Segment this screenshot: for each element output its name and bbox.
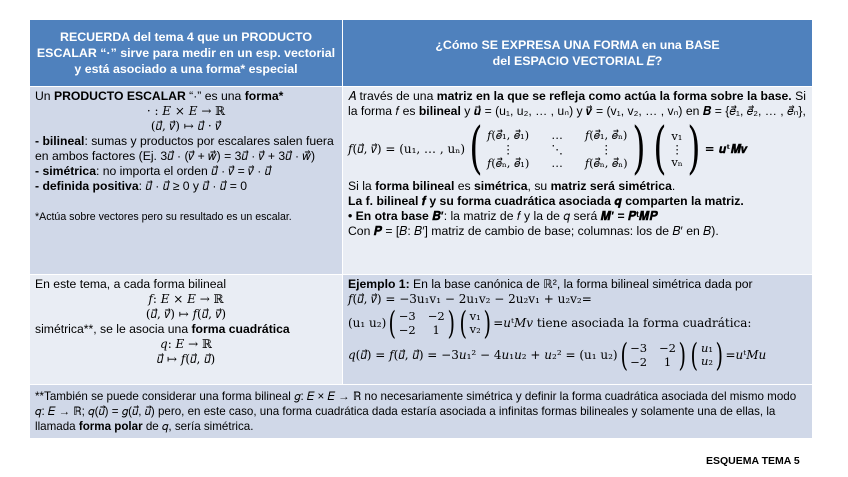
cob-text: : la matriz de 𝑓 y la de 𝑞 será	[443, 209, 601, 223]
shared-matrix-statement: La f. bilineal 𝒇 y su forma cuadrática asociada 𝒒 comparten la matriz.	[348, 194, 744, 208]
matrix-entry: …	[551, 156, 563, 170]
matrix-entry: ⋱	[551, 142, 563, 156]
left-paren: (	[388, 304, 397, 342]
row-quadratic	[30, 275, 813, 385]
quadratic-expression: 𝑞(𝑢⃗) = 𝑓(𝑢⃗, 𝑢⃗) = −3𝑢₁² − 4𝑢₁𝑢₂ + 𝑢₂² = (u₁ u₂)	[348, 347, 618, 362]
vector-entry: 𝑢₁	[700, 341, 713, 355]
header-right	[343, 20, 813, 87]
intro-bold-2: forma*	[244, 89, 284, 103]
sym-text-2: es	[454, 179, 475, 193]
matrix-entry: ⋮	[600, 142, 612, 156]
example-matrix-2	[618, 336, 689, 374]
equation-rhs: = 𝒖ᵗ𝑴𝒗	[704, 141, 748, 156]
matrix-intro-text: 𝐴 través de una	[348, 89, 437, 103]
matrix-entry: 𝑓(𝑒⃗ₙ, 𝑒⃗₁)	[486, 156, 530, 170]
sym-bold: forma bilineal	[375, 179, 455, 193]
footnote-star: *Actúa sobre vectores pero su resultado es un escalar.	[35, 211, 292, 223]
row-definitions	[30, 87, 813, 275]
matrix-expression-cell	[343, 87, 813, 275]
symmetric-statement	[348, 179, 807, 194]
right-paren: )	[678, 336, 686, 374]
equation-lhs: 𝑓(𝑢⃗, 𝑣⃗) = (u₁, … , uₙ)	[348, 141, 466, 156]
cob-matrix-text-2: = [𝐵: 𝐵′] matriz de cambio de base; columnas: los de 𝐵′ en 𝐵).	[382, 224, 719, 238]
matrix-entry: 𝑓(𝑒⃗ₙ, 𝑒⃗ₙ)	[584, 156, 628, 170]
matrix-entry: −3	[630, 341, 648, 355]
left-paren: (	[469, 116, 483, 181]
example-text: En la base canónica de ℝ², la forma bilineal simétrica dada por	[409, 277, 753, 291]
header-row	[30, 20, 813, 87]
slide-footer: ESQUEMA TEMA 5	[706, 455, 800, 467]
symmetric-label: - simétrica	[35, 164, 96, 178]
example-matrix-result: =𝑢ᵗ𝑀𝑣 tiene asociada la forma cuadrática:	[493, 315, 752, 330]
matrix-intro-bold: matriz en la que se refleja como actúa la forma sobre la base.	[436, 89, 792, 103]
matrix-intro-text-3: y 𝒖⃗ = (u₁, u₂, … , uₙ) y 𝒗⃗ = (v₁, v₂, … , vₙ) en 𝑩 = {𝑒⃗₁, 𝑒⃗₂, … , 𝑒⃗ₙ},	[460, 104, 806, 118]
left-paren: (	[690, 336, 699, 374]
matrix-entry: …	[551, 128, 563, 142]
sym-text-4: .	[671, 179, 676, 193]
matrix-intro-bold-2: bilineal	[418, 104, 461, 118]
row-footnote	[30, 385, 813, 439]
example-matrix	[386, 304, 457, 342]
change-of-basis-matrix	[348, 224, 807, 239]
scalar-map-rule: (𝑢⃗, 𝑣⃗) ↦ 𝑢⃗ · 𝑣⃗	[150, 119, 222, 133]
quadratic-assoc-bold: forma cuadrática	[191, 322, 290, 336]
header-right-line1: ¿Cómo SE EXPRESA UNA FORMA en una BASE	[435, 38, 720, 52]
vector-entry: v₁	[671, 128, 683, 143]
footnote-cell	[30, 385, 813, 439]
example-label: Ejemplo 1:	[348, 277, 410, 291]
summary-sheet	[29, 19, 812, 449]
bilinear-matrix-equation	[348, 116, 807, 181]
example-vector-u	[688, 336, 725, 374]
positive-definite-label: - definida positiva	[35, 179, 139, 193]
right-paren: )	[447, 304, 455, 342]
positive-definite-property	[35, 179, 337, 194]
footnote-text-2: de 𝑞, sería simétrica.	[142, 420, 254, 433]
sym-text-3: , su	[527, 179, 551, 193]
left-paren: (	[459, 304, 468, 342]
example-bilinear-expression: 𝑓(𝑢⃗, 𝑣⃗) = −3u₁v₁ − 2u₁v₂ − 2u₂v₁ + u₂v₂=	[348, 292, 592, 306]
vector-entry: 𝑢₂	[700, 354, 713, 368]
matrix-entry: −3	[398, 309, 416, 323]
sym-text: Si la	[348, 179, 376, 193]
header-left: RECUERDA del tema 4 que un PRODUCTO ESCALAR “·” sirve para medir en un esp. vectorial y está asociado a una forma* especial	[30, 20, 343, 87]
vector-entry: v₂	[469, 322, 481, 336]
scalar-product-cell	[30, 87, 343, 275]
right-paren: )	[715, 336, 723, 374]
example-vector-v	[457, 304, 493, 342]
intro-bold: PRODUCTO ESCALAR	[53, 89, 186, 103]
symmetric-text: : no importa el orden 𝑢⃗ · 𝑣⃗ = 𝑣⃗ · 𝑢⃗	[95, 164, 272, 178]
matrix-entry: −2	[659, 341, 676, 355]
quadratic-definition-cell	[30, 275, 343, 385]
symmetric-property	[35, 164, 337, 179]
example-matrix-2-grid	[630, 341, 676, 369]
matrix-entry: −2	[398, 323, 416, 337]
example-quadratic-line	[348, 336, 807, 374]
matrix-entry: −2	[630, 355, 648, 369]
matrix-entry: 1	[432, 323, 440, 337]
quadratic-assoc-text: simétrica**, se le asocia una	[35, 322, 192, 336]
gram-matrix	[465, 116, 649, 181]
cob-formula: 𝑴′ = 𝑷ᵗ𝑴𝑷	[600, 209, 658, 223]
bilinear-property	[35, 134, 337, 164]
gram-matrix-grid	[487, 128, 628, 170]
cob-matrix-text: Con	[348, 224, 374, 238]
footnote-text: **También se puede considerar una forma bilineal 𝑔: 𝐸 × 𝐸 → ℝ no necesariamente simétrica y definir la forma cuadrática asociada del mismo modo 𝑞: 𝐸 → ℝ; 𝑞(𝑢⃗) = 𝑔(𝑢⃗, 𝑢⃗) pero, en este caso, una forma cuadrática dada estaría asociada a infinitas formas bilineales y solamente una de ellas, la llamada	[35, 390, 797, 433]
header-right-line2: del ESPACIO VECTORIAL 𝐸?	[492, 54, 663, 68]
quadratic-result: =𝑢ᵗ𝑀𝑢	[725, 347, 767, 362]
example-matrix-line	[348, 304, 807, 342]
row-vector-u: (u₁ u₂)	[348, 315, 387, 330]
vector-entry: vₙ	[671, 154, 683, 169]
quadratic-map-rule: 𝑢⃗ ↦ 𝑓(𝑢⃗, 𝑢⃗)	[156, 352, 216, 366]
matrix-intro-text-2: Si la forma 𝑓 es	[348, 89, 806, 118]
bilinear-map-rule: (𝑢⃗, 𝑣⃗) ↦ 𝑓(𝑢⃗, 𝑣⃗)	[145, 307, 227, 321]
matrix-entry: 1	[663, 355, 672, 369]
example-cell	[343, 275, 813, 385]
intro-text-2: “·” es una	[185, 89, 245, 103]
example-matrix-grid	[399, 309, 445, 337]
change-of-basis-statement	[348, 209, 807, 224]
matrix-entry: 𝑓(𝑒⃗₁, 𝑒⃗₁)	[487, 128, 530, 142]
right-paren: )	[483, 304, 491, 342]
vector-entry: ⋮	[671, 141, 683, 156]
matrix-entry: ⋮	[502, 142, 514, 156]
vector-entry: v₁	[469, 309, 481, 323]
left-paren: (	[620, 336, 628, 374]
quadratic-intro: En este tema, a cada forma bilineal	[35, 277, 227, 291]
matrix-intro	[348, 89, 807, 119]
matrix-entry: 𝑓(𝑒⃗₁, 𝑒⃗ₙ)	[585, 128, 628, 142]
sym-bold-2: simétrica	[474, 179, 528, 193]
scalar-product-intro	[35, 89, 337, 104]
cob-matrix-bold: 𝑷	[373, 224, 383, 238]
positive-definite-text: : 𝑢⃗ · 𝑢⃗ ≥ 0 y 𝑢⃗ · 𝑢⃗ = 0	[138, 179, 247, 193]
quadratic-map: 𝑞: 𝐸 → ℝ	[160, 337, 212, 351]
cob-bold: • En otra base 𝑩′	[348, 209, 444, 223]
footnote-bold: forma polar	[78, 420, 143, 433]
bilinear-text: : sumas y productos por escalares salen fuera en ambos factores (Ej. 3𝑢⃗ · (𝑣⃗ + 𝑤⃗) = 3𝑢⃗ · 𝑣⃗ + 3𝑢⃗ · 𝑤⃗)	[35, 134, 334, 163]
right-paren: )	[631, 116, 646, 181]
bilinear-label: - bilineal	[35, 134, 85, 148]
example-title	[348, 277, 807, 292]
matrix-entry: −2	[427, 309, 445, 323]
right-paren: )	[687, 116, 701, 181]
vector-u-grid	[701, 342, 713, 368]
column-vector-v	[649, 116, 704, 181]
bilinear-map: 𝑓: 𝐸 × 𝐸 → ℝ	[148, 292, 224, 306]
vector-v-grid	[470, 310, 481, 336]
scalar-map: · : 𝐸 × 𝐸 → ℝ	[146, 104, 226, 118]
sym-bold-3: matriz será simétrica	[550, 179, 672, 193]
intro-text: Un	[35, 89, 54, 103]
left-paren: (	[653, 116, 667, 181]
summary-table	[29, 19, 813, 439]
quadratic-assoc	[35, 322, 337, 337]
vector-v-grid	[671, 130, 683, 169]
